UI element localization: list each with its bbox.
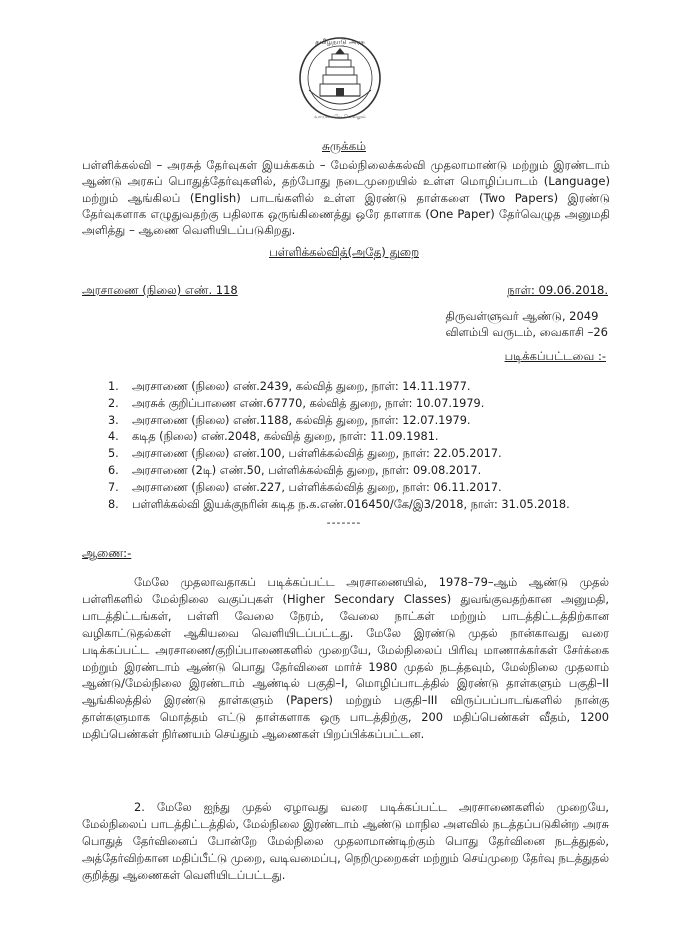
reference-number: 3. <box>108 413 119 427</box>
emblem-banner-text: தமிழ்நாடு அரசு <box>315 38 365 46</box>
government-emblem <box>295 34 385 126</box>
reference-item <box>108 463 628 480</box>
department-name: பள்ளிக்கல்வித்(அதே) துறை <box>268 245 419 259</box>
abstract-text: பள்ளிக்கல்வி – அரசுத் தேர்வுகள் இயக்ககம் – மேல்நிலைக்கல்வி முதலாமாண்டு மற்றும் இரண்டாம் ஆண்டு அரசுப் பொதுத்தேர்வுகளில், தற்போது நடைமுறையில் உள்ள மொழிப்பாடம் (Language) மற்றும் ஆங்கிலப் (English) பாடங்களில் உள்ள இரண்டு தாள்களை (Two Papers) இரண்டு தேர்வுகளாக எழுதுவதற்கு பதிலாக ஒருங்கிணைத்து ஒரே தாளாக (One Paper) தேர்வெழுத அனுமதி அளித்து – ஆணை வெளியிடப்படுகிறது. <box>82 158 610 238</box>
reference-number: 2. <box>108 396 119 410</box>
read-heading: படிக்கப்பட்டவை :- <box>504 349 606 363</box>
reference-text: பள்ளிக்கல்வி இயக்குநரின் கடித ந.க.எண்.016450/கே/இ3/2018, நாள்: 31.05.2018. <box>132 497 570 511</box>
section-separator: ------- <box>326 516 362 529</box>
go-date: நாள்: 09.06.2018. <box>507 283 608 297</box>
reference-item <box>108 429 628 446</box>
go-number: அரசாணை (நிலை) எண். 118 <box>82 283 238 297</box>
reference-text: அரசாணை (நிலை) எண்.1188, கல்வித் துறை, நாள்: 12.07.1979. <box>132 413 471 427</box>
era-line-2: விளம்பி வருடம், வைகாசி –26 <box>445 325 608 339</box>
reference-text: அரசாணை (நிலை) எண்.227, பள்ளிக்கல்வித் துறை, நாள்: 06.11.2017. <box>132 480 502 494</box>
document-title: சுருக்கம் <box>322 139 366 153</box>
reference-number: 5. <box>108 447 119 461</box>
reference-text: அரசாணை (2டி) எண்.50, பள்ளிக்கல்வித் துறை, நாள்: 09.08.2017. <box>132 463 482 477</box>
references-list <box>108 379 628 513</box>
reference-item <box>108 480 628 497</box>
order-paragraph-1: மேலே முதலாவதாகப் படிக்கப்பட்ட அரசாணையில், 1978–79–ஆம் ஆண்டு முதல் பள்ளிகளில் மேல்நிலை வகுப்புகள் (Higher Secondary Classes) துவங்குவதற்கான அனுமதி, பாடத்திட்டங்கள், பள்ளி வேலை நேரம், வேலை நாட்கள் மற்றும் பாடத்திட்டத்திற்கான வழிகாட்டுதல்கள் ஆகியவை வெளியிடப்பட்டது. மேலே இரண்டு முதல் நான்காவது வரை படிக்கப்பட்ட அரசாணை/குறிப்பாணைகளில் முறையே, மேல்நிலைப் பிரிவு மாணாக்கர்கள் சேர்க்கை மற்றும் இரண்டாம் ஆண்டு பொது தேர்வினை மார்ச் 1980 முதல் நடத்தவும், மேல்நிலை முதலாம் ஆண்டு/மேல்நிலை இரண்டாம் ஆண்டில் பகுதி–I, மொழிப்பாடத்தில் இரண்டு தாள்களும் பகுதி–II ஆங்கிலத்தில் இரண்டு தாள்களும் (Papers) மற்றும் பகுதி–III விருப்பப்பாடங்களில் நான்கு தாள்களுமாக மொத்தம் எட்டு தாள்களாக ஒரு பாடத்திற்கு, 200 மதிப்பெண்கள் வீதம், 1200 மதிப்பெண்கள் நிர்ணயம் செய்தும் ஆணைகள் பிறப்பிக்கப்பட்டன. <box>82 575 609 742</box>
reference-text: அரசாணை (நிலை) எண்.2439, கல்வித் துறை, நாள்: 14.11.1977. <box>132 380 471 393</box>
emblem-motto: வாய்மையே வெல்லும் <box>314 114 366 120</box>
era-date-block <box>445 308 608 340</box>
reference-number: 4. <box>108 430 119 444</box>
reference-number: 6. <box>108 463 119 477</box>
order-heading: ஆணை:- <box>82 546 132 560</box>
reference-number: 1. <box>108 380 119 393</box>
temple-tower-emblem-icon <box>295 34 385 126</box>
reference-number: 8. <box>108 497 119 511</box>
order-paragraph-2: 2. மேலே ஐந்து முதல் ஏழாவது வரை படிக்கப்பட்ட அரசாணைகளில் முறையே, மேல்நிலைப் பாடத்திட்டத்தில், மேல்நிலை இரண்டாம் ஆண்டு மாநில அளவில் நடத்தப்படுகின்ற அரசு பொதுத் தேர்வினைப் போன்றே மேல்நிலை முதலாமாண்டிற்கும் பொது தேர்வினை நடத்துதல், அத்தேர்விற்கான மதிப்பீட்டு முறை, வடிவமைப்பு, நெறிமுறைகள் மற்றும் செய்முறை தேர்வு நடத்துதல் குறித்து ஆணைகள் வெளியிடப்பட்டது. <box>82 800 609 882</box>
reference-item <box>108 379 628 396</box>
reference-item <box>108 396 628 413</box>
era-line-1: திருவள்ளுவர் ஆண்டு, 2049 <box>445 309 599 323</box>
reference-text: அரசுக் குறிப்பாணை எண்.67770, கல்வித் துறை, நாள்: 10.07.1979. <box>132 396 485 410</box>
reference-item <box>108 446 628 463</box>
reference-text: அரசாணை (நிலை) எண்.100, பள்ளிக்கல்வித் துறை, நாள்: 22.05.2017. <box>132 447 502 461</box>
reference-item <box>108 497 628 514</box>
reference-text: கடித (நிலை) எண்.2048, கல்வித் துறை, நாள்: 11.09.1981. <box>132 430 439 444</box>
reference-number: 7. <box>108 480 119 494</box>
reference-item <box>108 413 628 430</box>
